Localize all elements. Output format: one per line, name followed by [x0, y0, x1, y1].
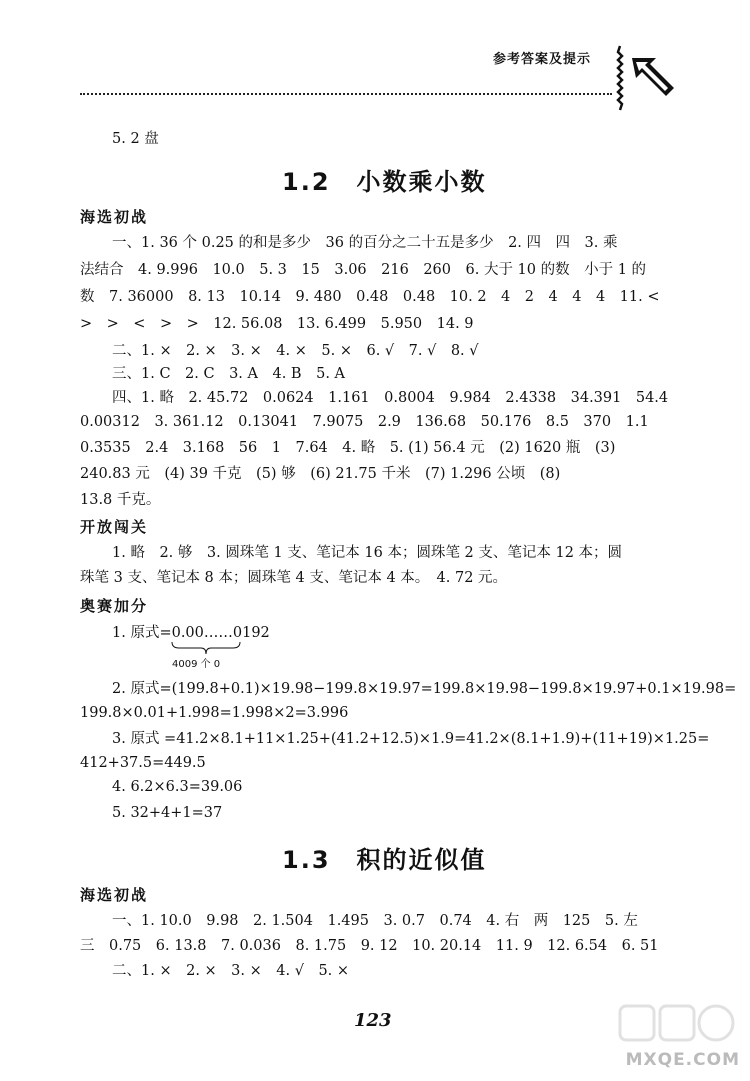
answer-line: 四、1. 略 2. 45.72 0.0624 1.161 0.8004 9.984 2.4338 34.391 54.4	[112, 390, 669, 406]
answer-line: 数 7. 36000 8. 13 10.14 9. 480 0.48 0.48 10. 2 4 2 4 4 4 11. <	[80, 289, 660, 305]
answer-line: 三、1. C 2. C 3. A 4. B 5. A	[112, 366, 346, 382]
answer-line: 0.00312 3. 361.12 0.13041 7.9075 2.9 136.68 50.176 8.5 370 1.1	[80, 414, 649, 430]
answer-line: > > < > > 12. 56.08 13. 6.499 5.950 14. 9	[80, 316, 474, 332]
underbrace	[171, 641, 241, 655]
answer-line: 0.3535 2.4 3.168 56 1 7.64 4. 略 5. (1) 56.4 元 (2) 1620 瓶 (3)	[80, 440, 616, 456]
section-title-1-2: 1.2 小数乘小数	[282, 168, 487, 196]
header-label: 参考答案及提示	[493, 52, 592, 67]
answer-line: 二、1. × 2. × 3. × 4. × 5. × 6. √ 7. √ 8. √	[112, 343, 479, 359]
answer-line: 二、1. × 2. × 3. × 4. √ 5. ×	[112, 963, 350, 979]
answer-line: 13.8 千克。	[80, 492, 161, 508]
answer-line: 珠笔 3 支、笔记本 8 本；圆珠笔 4 支、笔记本 4 本。 4. 72 元。	[80, 570, 508, 586]
answer-line: 412+37.5=449.5	[80, 755, 206, 771]
subhead-kaifang: 开放闯关	[80, 518, 149, 536]
header-divider	[80, 93, 612, 95]
answer-line: 5. 32+4+1=37	[112, 805, 223, 821]
answer-line: 三 0.75 6. 13.8 7. 0.036 8. 1.75 9. 12 10. 20.14 11. 9 12. 6.54 6. 51	[80, 938, 659, 954]
answer-line: 3. 原式 =41.2×8.1+11×1.25+(41.2+12.5)×1.9=41.2×(8.1+1.9)+(11+19)×1.25=	[112, 731, 710, 747]
subhead-haixuan-1: 海选初战	[80, 208, 149, 226]
answer-line: 法结合 4. 9.996 10.0 5. 3 15 3.06 216 260 6. 大于 10 的数 小于 1 的	[80, 262, 647, 278]
page-number: 123	[354, 1010, 392, 1031]
intro-line: 5. 2 盘	[112, 131, 159, 147]
answer-line: 1. 略 2. 够 3. 圆珠笔 1 支、笔记本 16 本；圆珠笔 2 支、笔记本 12 本；圆	[112, 545, 623, 561]
subhead-aosai: 奥赛加分	[80, 597, 149, 615]
watermark-text: MXQE.COM	[625, 1050, 740, 1070]
brace-note: 4009 个 0	[172, 659, 221, 670]
answer-line: 2. 原式=(199.8+0.1)×19.98−199.8×19.97=199.8×19.98−199.8×19.97+0.1×19.98=	[112, 681, 737, 697]
answer-line: 4. 6.2×6.3=39.06	[112, 779, 243, 795]
section-title-1-3: 1.3 积的近似值	[282, 846, 487, 874]
subhead-haixuan-2: 海选初战	[80, 886, 149, 904]
arrow-icon	[612, 44, 684, 116]
answer-line: 199.8×0.01+1.998=1.998×2=3.996	[80, 705, 349, 721]
answer-line: 1. 原式=0.00……0192	[112, 625, 270, 641]
answer-line: 240.83 元 (4) 39 千克 (5) 够 (6) 21.75 千米 (7) 1.296 公顷 (8)	[80, 466, 561, 482]
answer-line: 一、1. 10.0 9.98 2. 1.504 1.495 3. 0.7 0.74 4. 右 两 125 5. 左	[112, 913, 638, 929]
answer-line: 一、1. 36 个 0.25 的和是多少 36 的百分之二十五是多少 2. 四 四 3. 乘	[112, 235, 618, 251]
